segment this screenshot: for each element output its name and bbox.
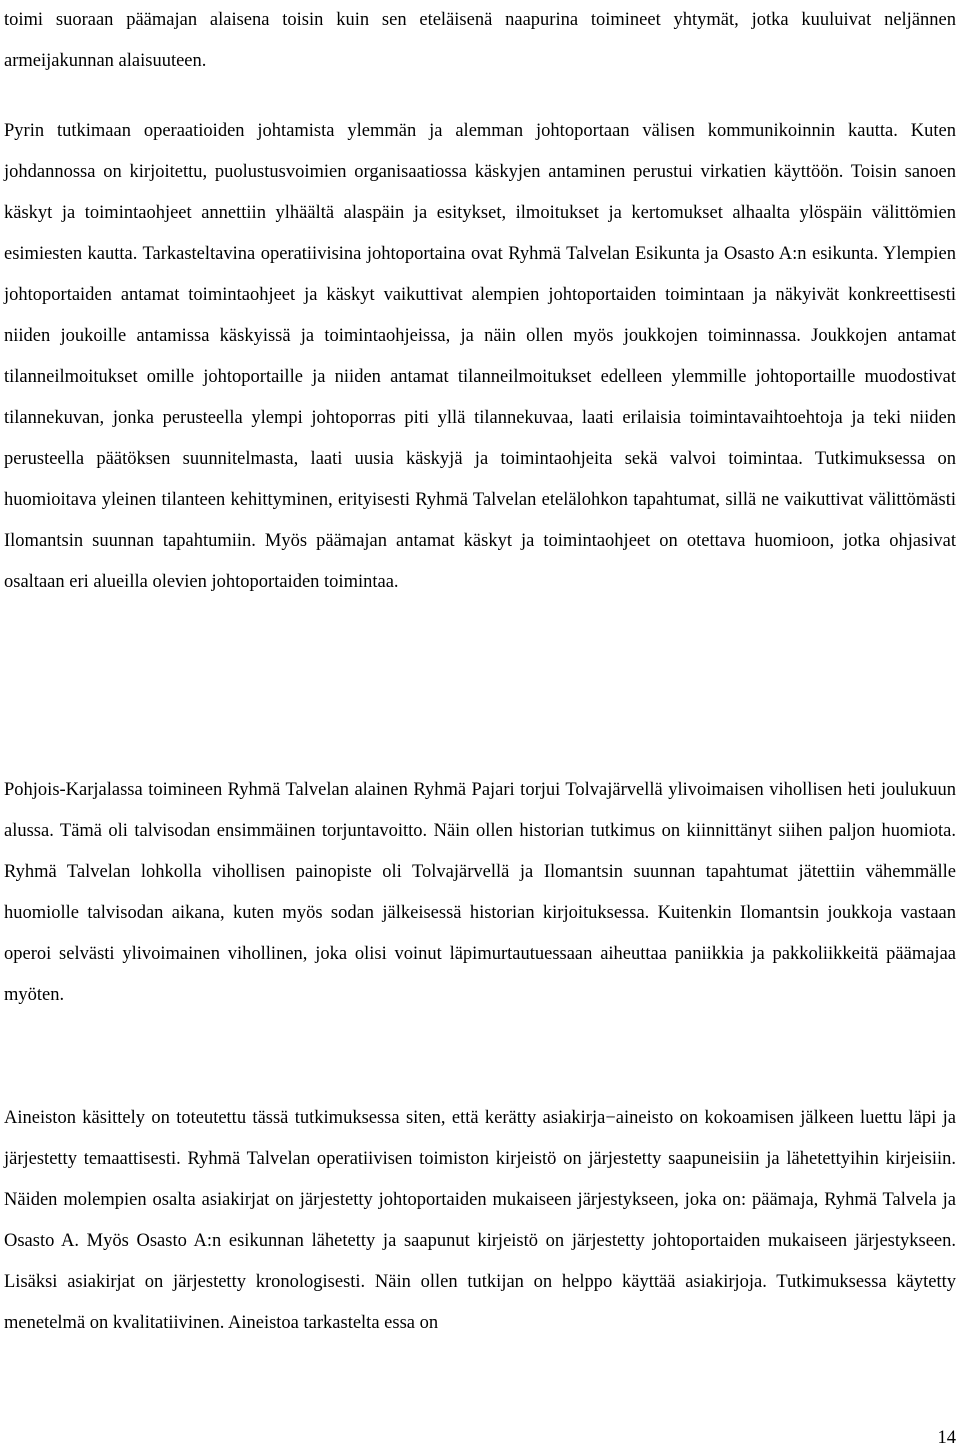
page-number: 14 bbox=[937, 1428, 956, 1448]
body-paragraph-1: toimi suoraan päämajan alaisena toisin kuin sen eteläisenä naapurina toimineet yhtymät, jotka kuuluivat neljännen armeijakunnan alaisuuteen. bbox=[4, 10, 956, 71]
body-paragraph-3: Pohjois-Karjalassa toimineen Ryhmä Talvelan alainen Ryhmä Pajari torjui Tolvajärvellä ylivoimaisen vihollisen heti joulukuun alussa. Tämä oli talvisodan ensimmäinen torjuntavoitto. Näin ollen historian tutkimus on kiinnittänyt siihen paljon huomiota. Ryhmä Talvelan lohkolla vihollisen painopiste oli Tolvajärvellä ja Ilomantsin suunnan tapahtumat jätettiin vähemmälle huomiolle talvisodan aikana, kuten myös sodan jälkeisessä historian kirjoituksessa. Kuitenkin Ilomantsin joukkoja vastaan operoi selvästi ylivoimainen vihollinen, joka olisi voinut läpimurtautuessaan aiheuttaa paniikkia ja pakkoliikkeitä päämajaa myöten. bbox=[4, 780, 956, 1005]
body-paragraph-2: Pyrin tutkimaan operaatioiden johtamista ylemmän ja alemman johtoportaan välisen kommunikoinnin kautta. Kuten johdannossa on kirjoitettu, puolustusvoimien organisaatiossa käskyjen antaminen perustui virkatien käyttöön. Toisin sanoen käskyt ja toimintaohjeet annettiin ylhäältä alaspäin ja esitykset, ilmoitukset ja kertomukset alhaalta ylöspäin välittömien esimiesten kautta. Tarkasteltavina operatiivisina johtoportaina ovat Ryhmä Talvelan Esikunta ja Osasto A:n esikunta. Ylempien johtoportaiden antamat toimintaohjeet ja käskyt vaikuttivat alempien johtoportaiden toimintaan ja näkyivät konkreettisesti niiden joukoille antamissa käskyissä ja toimintaohjeissa, ja näin ollen myös joukkojen toiminnassa. Joukkojen antamat tilanneilmoitukset omille johtoportaille ja niiden antamat tilanneilmoitukset edelleen ylemmille johtoportaille muodostivat tilannekuvan, jonka perusteella ylempi johtoporras piti yllä tilannekuvaa, laati erilaisia toimintavaihtoehtoja ja teki niiden perusteella päätöksen suunnitelmasta, laati uusia käskyjä ja toimintaohjeita sekä valvoi toimintaa. Tutkimuksessa on huomioitava yleinen tilanteen kehittyminen, erityisesti Ryhmä Talvelan etelälohkon tapahtumat, sillä ne vaikuttivat välittömästi Ilomantsin suunnan tapahtumiin. Myös päämajan antamat käskyt ja toimintaohjeet on otettava huomioon, jotka ohjasivat osaltaan eri alueilla olevien johtoportaiden toimintaa. bbox=[4, 121, 956, 592]
body-paragraph-4: Aineiston käsittely on toteutettu tässä tutkimuksessa siten, että kerätty asiakirja−aineisto on kokoamisen jälkeen luettu läpi ja järjestetty temaattisesti. Ryhmä Talvelan operatiivisen toimiston kirjeistö on järjestetty saapuneisiin ja lähetettyihin kirjeisiin. Näiden molempien osalta asiakirjat on järjestetty johtoportaiden mukaiseen järjestykseen, joka on: päämaja, Ryhmä Talvela ja Osasto A. Myös Osasto A:n esikunnan lähetetty ja saapunut kirjeistö on järjestetty johtoportaiden mukaiseen järjestykseen. Lisäksi asiakirjat on järjestetty kronologisesti. Näin ollen tutkijan on helppo käyttää asiakirjoja. Tutkimuksessa käytetty menetelmä on kvalitatiivinen. Aineistoa tarkastelta essa on bbox=[4, 1108, 956, 1333]
